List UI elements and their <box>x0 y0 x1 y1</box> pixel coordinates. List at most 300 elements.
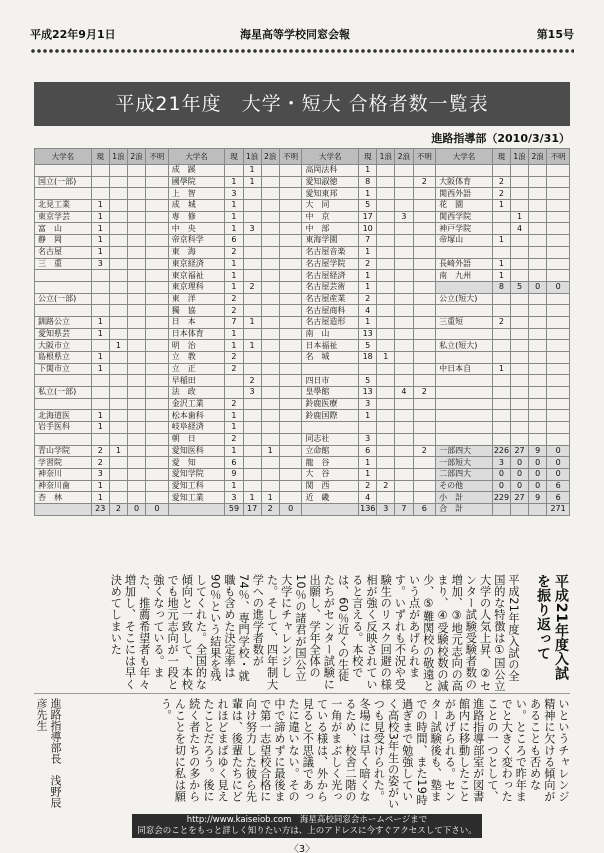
university-name: 東 洋 <box>168 293 225 305</box>
count-cell <box>243 200 261 212</box>
count-cell: 59 <box>225 503 243 515</box>
count-cell <box>109 468 127 480</box>
count-cell <box>243 246 261 258</box>
count-cell <box>510 165 528 177</box>
count-cell <box>413 281 436 293</box>
newsletter-title: 海星高等学校同窓会報 <box>240 28 350 41</box>
count-cell <box>547 433 570 445</box>
count-cell <box>492 165 510 177</box>
count-cell <box>510 258 528 270</box>
university-name: 専 修 <box>168 211 225 223</box>
count-cell <box>377 387 395 399</box>
count-cell <box>279 270 302 282</box>
count-cell <box>261 235 279 247</box>
count-cell <box>127 410 145 422</box>
count-cell <box>146 188 169 200</box>
count-cell <box>127 433 145 445</box>
university-name <box>302 422 359 434</box>
table-row <box>35 480 570 492</box>
count-cell <box>279 176 302 188</box>
count-cell <box>529 211 547 223</box>
count-cell <box>529 258 547 270</box>
count-cell <box>529 340 547 352</box>
count-cell <box>91 433 109 445</box>
university-name: 名古屋産業 <box>302 293 359 305</box>
count-cell <box>413 352 436 364</box>
count-cell <box>279 468 302 480</box>
count-cell <box>492 387 510 399</box>
column-header: 2浪 <box>127 149 145 165</box>
count-cell: 0 <box>529 457 547 469</box>
count-cell <box>91 281 109 293</box>
count-cell: 5 <box>359 375 377 387</box>
count-cell <box>547 410 570 422</box>
count-cell <box>109 176 127 188</box>
count-cell <box>109 305 127 317</box>
count-cell <box>243 328 261 340</box>
university-name <box>168 503 225 515</box>
count-cell <box>547 375 570 387</box>
count-cell: 0 <box>529 281 547 293</box>
count-cell: 1 <box>359 410 377 422</box>
count-cell <box>91 176 109 188</box>
count-cell <box>127 246 145 258</box>
university-name: 大 谷 <box>302 468 359 480</box>
count-cell: 2 <box>413 387 436 399</box>
count-cell <box>377 363 395 375</box>
university-name <box>35 281 92 293</box>
count-cell: 1 <box>492 200 510 212</box>
count-cell <box>279 293 302 305</box>
count-cell: 0 <box>547 468 570 480</box>
university-name: 日本体育 <box>168 328 225 340</box>
count-cell <box>109 258 127 270</box>
count-cell <box>109 387 127 399</box>
count-cell <box>395 492 413 504</box>
count-cell: 226 <box>493 445 510 455</box>
university-name <box>436 165 493 177</box>
count-cell <box>529 328 547 340</box>
count-cell <box>109 398 127 410</box>
count-cell: 6 <box>225 235 243 247</box>
count-cell <box>377 188 395 200</box>
count-cell <box>279 387 302 399</box>
university-name: 獨 協 <box>168 305 225 317</box>
university-name: 小 計 <box>436 492 493 504</box>
count-cell <box>492 223 510 235</box>
university-name: 中 央 <box>168 223 225 235</box>
count-cell: 1 <box>261 445 279 457</box>
count-cell <box>146 375 169 387</box>
count-cell <box>146 293 169 305</box>
count-cell <box>127 445 145 457</box>
count-cell <box>146 445 169 457</box>
count-cell: 1 <box>225 445 243 457</box>
count-cell <box>109 270 127 282</box>
table-row <box>35 445 570 457</box>
university-name: 鈴鹿医療 <box>302 398 359 410</box>
count-cell <box>377 211 395 223</box>
count-cell <box>261 480 279 492</box>
university-name: 愛知工科 <box>168 480 225 492</box>
column-header: 現 <box>359 149 377 165</box>
article-divider <box>34 693 570 694</box>
count-cell: 1 <box>243 492 261 504</box>
table-row <box>35 211 570 223</box>
count-cell: 6 <box>225 457 243 469</box>
issue-number: 第15号 <box>536 28 574 41</box>
count-cell <box>413 340 436 352</box>
count-cell <box>146 281 169 293</box>
count-cell <box>127 398 145 410</box>
university-name: 愛知工業 <box>168 492 225 504</box>
count-cell: 5 <box>359 340 377 352</box>
table-row <box>35 387 570 399</box>
count-cell: 1 <box>359 281 377 293</box>
table-row <box>35 352 570 364</box>
count-cell <box>547 235 570 247</box>
university-name: 南 山 <box>302 328 359 340</box>
count-cell: 6 <box>359 445 377 457</box>
count-cell <box>146 457 169 469</box>
count-cell <box>547 223 570 235</box>
count-cell: 9 <box>529 445 547 457</box>
count-cell <box>492 422 510 434</box>
count-cell <box>413 433 436 445</box>
count-cell: 9 <box>225 468 243 480</box>
count-cell <box>261 293 279 305</box>
count-cell <box>377 328 395 340</box>
count-cell: 1 <box>261 492 279 504</box>
university-name: 花 園 <box>436 200 493 212</box>
count-cell <box>127 235 145 247</box>
count-cell <box>127 270 145 282</box>
count-cell: 0 <box>547 457 570 469</box>
count-cell <box>146 387 169 399</box>
count-cell: 1 <box>91 328 109 340</box>
count-cell: 5 <box>510 281 528 293</box>
count-cell <box>492 433 510 445</box>
university-name <box>436 281 493 293</box>
column-header: 大学名 <box>436 149 493 165</box>
count-cell: 1 <box>225 410 243 422</box>
count-cell <box>510 363 528 375</box>
count-cell <box>413 270 436 282</box>
count-cell <box>492 410 510 422</box>
university-name: 東京理科 <box>168 281 225 293</box>
count-cell <box>91 340 109 352</box>
university-name: 東京学芸 <box>35 211 92 223</box>
column-header: 現 <box>492 149 510 165</box>
count-cell: 1 <box>225 258 243 270</box>
table-row <box>35 188 570 200</box>
count-cell: 3 <box>359 398 377 410</box>
count-cell <box>510 410 528 422</box>
university-name: 鈴鹿国際 <box>302 410 359 422</box>
count-cell <box>395 200 413 212</box>
count-cell: 1 <box>91 200 109 212</box>
university-name: 合 計 <box>436 503 493 515</box>
count-cell <box>510 387 528 399</box>
university-name: 一部短大 <box>436 457 493 469</box>
footer-note-line: 同窓会のことをもっと詳しく知りたい方は、上のアドレスに今すぐアクセスして下さい。 <box>137 826 477 836</box>
count-cell <box>279 433 302 445</box>
count-cell <box>395 316 413 328</box>
count-cell <box>279 316 302 328</box>
column-header: 現 <box>225 149 243 165</box>
count-cell: 1 <box>492 235 510 247</box>
count-cell <box>243 445 261 457</box>
count-cell <box>413 468 436 480</box>
count-cell: 3 <box>225 188 243 200</box>
count-cell <box>547 328 570 340</box>
count-cell <box>261 211 279 223</box>
count-cell <box>109 223 127 235</box>
count-cell: 2 <box>413 176 436 188</box>
count-cell <box>413 235 436 247</box>
count-cell <box>127 293 145 305</box>
count-cell <box>261 176 279 188</box>
table-row <box>35 457 570 469</box>
university-name: 杏 林 <box>35 492 92 504</box>
count-cell: 1 <box>91 246 109 258</box>
count-cell <box>395 235 413 247</box>
count-cell: 2 <box>109 503 127 515</box>
count-cell: 2 <box>359 258 377 270</box>
table-row <box>35 235 570 247</box>
table-row <box>35 410 570 422</box>
count-cell: 1 <box>91 422 109 434</box>
table-row <box>35 398 570 410</box>
count-cell <box>547 398 570 410</box>
count-cell <box>377 410 395 422</box>
count-cell <box>146 480 169 492</box>
count-cell <box>395 375 413 387</box>
count-cell <box>510 328 528 340</box>
university-name: 四日市 <box>302 375 359 387</box>
count-cell: 7 <box>225 316 243 328</box>
count-cell <box>395 410 413 422</box>
count-cell <box>529 503 547 515</box>
count-cell <box>91 188 109 200</box>
university-name: 名古屋学院 <box>302 258 359 270</box>
university-name: 名古屋造形 <box>302 316 359 328</box>
count-cell: 136 <box>360 504 376 514</box>
count-cell <box>243 211 261 223</box>
count-cell: 2 <box>243 375 261 387</box>
count-cell: 4 <box>395 387 413 399</box>
table-row <box>35 316 570 328</box>
university-name <box>302 363 359 375</box>
university-name: 名古屋音楽 <box>302 246 359 258</box>
count-cell <box>261 457 279 469</box>
university-name <box>436 328 493 340</box>
page-header <box>30 26 574 44</box>
column-header: 1浪 <box>243 149 261 165</box>
count-cell <box>395 457 413 469</box>
count-cell <box>279 398 302 410</box>
count-cell <box>510 270 528 282</box>
count-cell <box>91 165 109 177</box>
count-cell: 1 <box>225 176 243 188</box>
table-banner: 平成21年度 大学・短大 合格者数一覧表 <box>34 82 570 126</box>
university-name <box>35 375 92 387</box>
article-headline-column <box>530 574 570 692</box>
count-cell <box>243 457 261 469</box>
count-cell <box>547 340 570 352</box>
count-cell <box>279 457 302 469</box>
count-cell <box>547 293 570 305</box>
count-cell <box>395 422 413 434</box>
count-cell <box>547 211 570 223</box>
count-cell <box>261 316 279 328</box>
university-name: 大阪体育 <box>436 176 493 188</box>
count-cell: 3 <box>91 468 109 480</box>
count-cell <box>109 246 127 258</box>
count-cell: 2 <box>91 457 109 469</box>
count-cell <box>109 375 127 387</box>
count-cell: 3 <box>377 503 395 515</box>
count-cell <box>377 200 395 212</box>
count-cell: 3 <box>492 457 510 469</box>
count-cell: 1 <box>492 363 510 375</box>
count-cell <box>395 480 413 492</box>
count-cell <box>413 165 436 177</box>
university-name: 学習院 <box>35 457 92 469</box>
count-cell <box>279 445 302 457</box>
count-cell <box>261 410 279 422</box>
count-cell <box>91 305 109 317</box>
count-cell: 23 <box>91 503 109 515</box>
count-cell <box>243 422 261 434</box>
count-cell: 1 <box>91 235 109 247</box>
count-cell <box>243 410 261 422</box>
count-cell <box>243 480 261 492</box>
university-name: 青山学院 <box>35 445 92 457</box>
table-row <box>35 281 570 293</box>
column-header: 1浪 <box>510 149 528 165</box>
count-cell: 3 <box>243 223 261 235</box>
count-cell <box>413 211 436 223</box>
count-cell: 1 <box>225 270 243 282</box>
footer-banner <box>132 814 482 838</box>
count-cell <box>413 223 436 235</box>
count-cell: 27 <box>510 492 528 504</box>
count-cell <box>127 492 145 504</box>
count-cell: 1 <box>91 316 109 328</box>
count-cell <box>279 258 302 270</box>
university-name <box>436 398 493 410</box>
count-cell: 1 <box>492 270 510 282</box>
count-cell <box>492 340 510 352</box>
count-cell <box>146 468 169 480</box>
count-cell <box>279 492 302 504</box>
count-cell <box>395 328 413 340</box>
count-cell <box>395 281 413 293</box>
count-cell <box>127 375 145 387</box>
count-cell <box>529 398 547 410</box>
count-cell <box>146 258 169 270</box>
university-name: 名古屋商科 <box>302 305 359 317</box>
count-cell <box>261 270 279 282</box>
university-name: 二部四大 <box>436 468 493 480</box>
university-name <box>35 305 92 317</box>
university-name <box>302 503 359 515</box>
count-cell <box>127 211 145 223</box>
count-cell: 3 <box>225 492 243 504</box>
count-cell <box>395 176 413 188</box>
count-cell <box>279 235 302 247</box>
count-cell <box>359 422 377 434</box>
university-name: 愛知淑徳 <box>302 176 359 188</box>
count-cell <box>109 352 127 364</box>
count-cell <box>146 352 169 364</box>
article-signature: 進路指導部長 浅野辰彦先生 <box>35 698 62 808</box>
university-name: 愛 知 <box>168 457 225 469</box>
count-cell <box>377 281 395 293</box>
count-cell: 0 <box>510 480 528 492</box>
count-cell <box>413 328 436 340</box>
table-row <box>35 200 570 212</box>
count-cell <box>529 363 547 375</box>
count-cell: 1 <box>377 352 395 364</box>
count-cell <box>243 433 261 445</box>
count-cell: 2 <box>261 503 279 515</box>
count-cell <box>146 246 169 258</box>
count-cell <box>127 387 145 399</box>
count-cell <box>225 387 243 399</box>
university-name: 近 畿 <box>302 492 359 504</box>
count-cell <box>127 305 145 317</box>
count-cell: 271 <box>547 503 570 515</box>
university-name: 公立(短大) <box>436 293 493 305</box>
count-cell: 2 <box>492 316 510 328</box>
university-name: 日本福祉 <box>302 340 359 352</box>
count-cell <box>529 293 547 305</box>
count-cell <box>261 223 279 235</box>
count-cell <box>127 363 145 375</box>
table-row <box>35 422 570 434</box>
count-cell <box>413 480 436 492</box>
count-cell <box>279 410 302 422</box>
count-cell: 4 <box>510 223 528 235</box>
column-header: 不明 <box>547 149 570 165</box>
university-name: 金沢工業 <box>168 398 225 410</box>
count-cell <box>377 457 395 469</box>
count-cell: 229 <box>493 492 510 502</box>
count-cell <box>261 375 279 387</box>
count-cell <box>109 211 127 223</box>
count-cell: 1 <box>359 457 377 469</box>
university-name: 国立(一部) <box>35 176 92 188</box>
column-header: 2浪 <box>529 149 547 165</box>
count-cell <box>492 305 510 317</box>
count-cell <box>261 398 279 410</box>
count-cell <box>529 387 547 399</box>
count-cell <box>109 165 127 177</box>
count-cell <box>395 340 413 352</box>
count-cell <box>547 352 570 364</box>
table-row <box>35 375 570 387</box>
count-cell <box>91 387 109 399</box>
university-name: 富 山 <box>35 223 92 235</box>
count-cell <box>492 503 510 515</box>
table-row <box>35 293 570 305</box>
count-cell <box>395 398 413 410</box>
count-cell <box>413 410 436 422</box>
count-cell <box>547 363 570 375</box>
count-cell <box>243 293 261 305</box>
